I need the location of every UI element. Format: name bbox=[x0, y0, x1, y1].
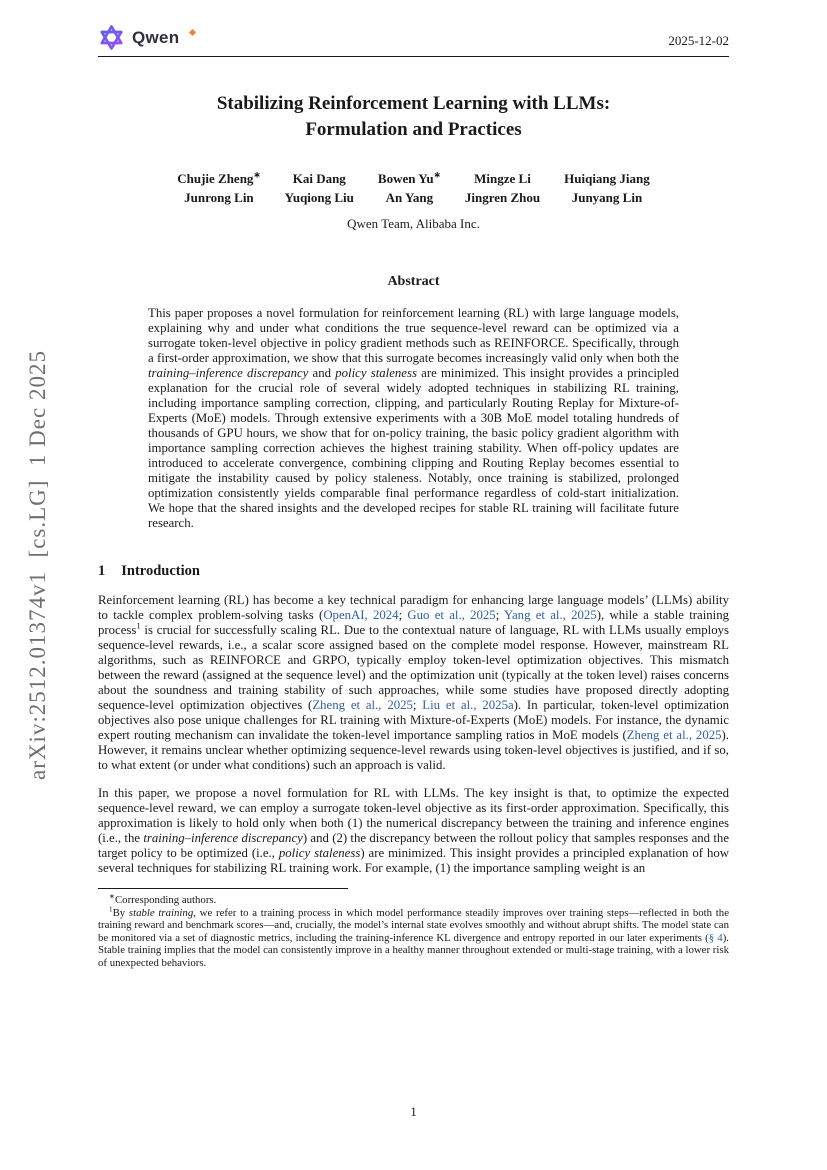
author-grid bbox=[0, 169, 827, 207]
emphasized-term: policy staleness bbox=[335, 366, 417, 380]
text-run: ) and (2) the discrepancy between the rollout policy that samples responses and the target policy to be optimized (i.e., bbox=[98, 831, 730, 860]
author-column bbox=[177, 169, 260, 207]
text-run: In this paper, we propose a novel formulation for RL with LLMs. The key insight is that, to optimize the expected sequence-level reward, we can employ a surrogate token-level objective as its first-order approximation. Specifically, this approximation is likely to hold only when both (1) the numerical discrepancy between the training and inference engines (i.e., the bbox=[98, 786, 729, 845]
author-column bbox=[564, 169, 650, 207]
footnote-marker: 1 bbox=[109, 905, 113, 913]
citation-link[interactable]: OpenAI, 2024 bbox=[323, 608, 399, 622]
text-run: ), while a stable training process bbox=[98, 608, 729, 637]
citation-link[interactable]: Liu et al., 2025a bbox=[422, 698, 514, 712]
text-run: Corresponding authors. bbox=[114, 894, 217, 906]
affiliation: Qwen Team, Alibaba Inc. bbox=[347, 216, 480, 231]
text-run: ; bbox=[398, 608, 408, 622]
section-heading-introduction bbox=[98, 563, 729, 580]
text-run: is crucial for successfully scaling RL. Due to the contextual nature of language, RL with LLMs usually employs sequence-level rewards, i.e., a scalar score assigned based on the complete model response. However, mainstream RL algorithms, such as REINFORCE and GRPO, typically employ token-level optimization objectives. This mismatch between the reward (assigned at the sequence level) and the optimization unit (typically at the token level) raises concerns about the soundness and training stability of such approaches, while some studies have proposed directly adopting sequence-level optimization objectives ( bbox=[98, 623, 729, 712]
abstract-heading: Abstract bbox=[387, 274, 440, 289]
text-run: ). Stable training implies that the model can consistently improve in a healthy manner throughout extended or multi-stage training, with a lower risk of unexpected behaviors. bbox=[98, 931, 729, 969]
header-date: 2025-12-02 bbox=[668, 33, 729, 48]
author-name: An Yang bbox=[385, 190, 434, 205]
author-name: Yuqiong Liu bbox=[284, 190, 354, 205]
author-column bbox=[465, 169, 540, 207]
arxiv-watermark: arXiv:2512.01374v1 [cs.LG] 1 Dec 2025 bbox=[25, 350, 50, 780]
text-run: By bbox=[112, 906, 129, 919]
citation-link[interactable]: Guo et al., 2025 bbox=[407, 608, 496, 622]
page-header bbox=[0, 0, 827, 51]
author-name: Kai Dang bbox=[292, 171, 346, 186]
footnote-marker: ∗ bbox=[109, 892, 115, 901]
text-run: ). However, it remains unclear whether optimizing sequence-level rewards using token-level objectives is justified, and if so, to what extent (or under what conditions) such an approach is valid. bbox=[98, 728, 729, 772]
section-number: 1 bbox=[98, 563, 106, 579]
paper-title-line1: Stabilizing Reinforcement Learning with LLMs: bbox=[216, 93, 611, 114]
intro-paragraph-1 bbox=[98, 593, 729, 773]
footnote-corresponding bbox=[98, 894, 729, 907]
text-run: This paper proposes a novel formulation for reinforcement learning (RL) with large language models, explaining why and under what conditions the true sequence-level reward can be optimized via a surrogate token-level objective in policy gradient methods such as REINFORCE. Specifically, through a first-order approximation, we show that this surrogate becomes increasingly valid only when both the bbox=[148, 306, 679, 365]
logo-accent-mark bbox=[188, 29, 195, 36]
paper-title-line2: Formulation and Practices bbox=[305, 119, 522, 140]
author-name: Bowen Yu∗ bbox=[377, 169, 441, 186]
page-number: 1 bbox=[410, 1104, 417, 1119]
intro-paragraph-2 bbox=[98, 786, 729, 876]
footnote-stable-training bbox=[98, 907, 729, 970]
text-run: are minimized. This insight provides a principled explanation for the crucial role of several widely adopted techniques in stabilizing RL training, including importance sampling correction, clipping, and particularly Routing Replay for Mixture-of-Experts (MoE) models. Through extensive experiments with a 30B MoE model totaling hundreds of thousands of GPU hours, we show that for on-policy training, the basic policy gradient algorithm with importance sampling correction achieves the highest training stability. When off-policy updates are introduced to accelerate convergence, combining clipping and Routing Replay becomes essential to mitigate the instability caused by policy staleness. Notably, once training is stabilized, prolonged optimization consistently yields comparable final performance regardless of cold-start initialization. We hope that the shared insights and the developed recipes for stable RL training will facilitate future research. bbox=[148, 366, 679, 530]
author-name: Chujie Zheng∗ bbox=[177, 169, 261, 186]
qwen-logo bbox=[98, 24, 195, 51]
qwen-logo-icon bbox=[98, 24, 125, 51]
paper-title bbox=[0, 91, 827, 143]
text-run: ) are minimized. This insight provides a principled explanation of how several techniques for stabilizing RL training work. For example, (1) the importance sampling weight is an bbox=[98, 846, 729, 875]
author-name: Huiqiang Jiang bbox=[564, 171, 650, 186]
section-title: Introduction bbox=[121, 563, 200, 579]
text-run: , we refer to a training process in which model performance steadily improves over training steps—reflected in both the training reward and benchmark scores—and, crucially, the model’s internal state evolves smoothly and without abrupt shifts. The model state can be monitored via a set of diagnostic metrics, including the training-inference KL divergence and entropy reported in our later experiments ( bbox=[98, 906, 729, 944]
author-name: Jingren Zhou bbox=[464, 190, 541, 205]
text-run: ; bbox=[495, 608, 505, 622]
text-run: Reinforcement learning (RL) has become a key technical paradigm for enhancing large language models’ (LLMs) ability to tackle complex problem-solving tasks ( bbox=[98, 593, 729, 622]
emphasized-term: training–inference discrepancy bbox=[148, 366, 309, 380]
citation-link[interactable]: Zheng et al., 2025 bbox=[626, 728, 722, 742]
text-run: ; bbox=[412, 698, 423, 712]
text-run: and bbox=[308, 366, 336, 380]
citation-link[interactable]: Zheng et al., 2025 bbox=[312, 698, 413, 712]
emphasized-term: stable training bbox=[128, 906, 194, 919]
citation-link[interactable]: § 4 bbox=[708, 931, 723, 944]
text-run: ). In particular, token-level optimization objectives also pose unique challenges for RL training with Mixture-of-Experts (MoE) models. For instance, the dynamic expert routing mechanism can invalidate the token-level importance sampling ratios in MoE models ( bbox=[98, 698, 729, 742]
emphasized-term: policy staleness bbox=[278, 846, 361, 860]
author-name: Junyang Lin bbox=[571, 190, 643, 205]
qwen-logo-text: Qwen bbox=[132, 27, 180, 47]
footnote-rule bbox=[98, 888, 348, 889]
corresponding-author-marker: ∗ bbox=[433, 169, 441, 180]
footnotes bbox=[98, 894, 729, 970]
author-name: Mingze Li bbox=[474, 171, 531, 186]
citation-link[interactable]: Yang et al., 2025 bbox=[504, 608, 597, 622]
author-column bbox=[285, 169, 354, 207]
emphasized-term: training–inference discrepancy bbox=[143, 831, 303, 845]
abstract-text bbox=[148, 306, 679, 531]
footnote-marker: 1 bbox=[136, 620, 141, 631]
corresponding-author-marker: ∗ bbox=[253, 169, 261, 180]
header-rule bbox=[98, 56, 729, 57]
author-name: Junrong Lin bbox=[184, 190, 254, 205]
author-column bbox=[378, 169, 441, 207]
